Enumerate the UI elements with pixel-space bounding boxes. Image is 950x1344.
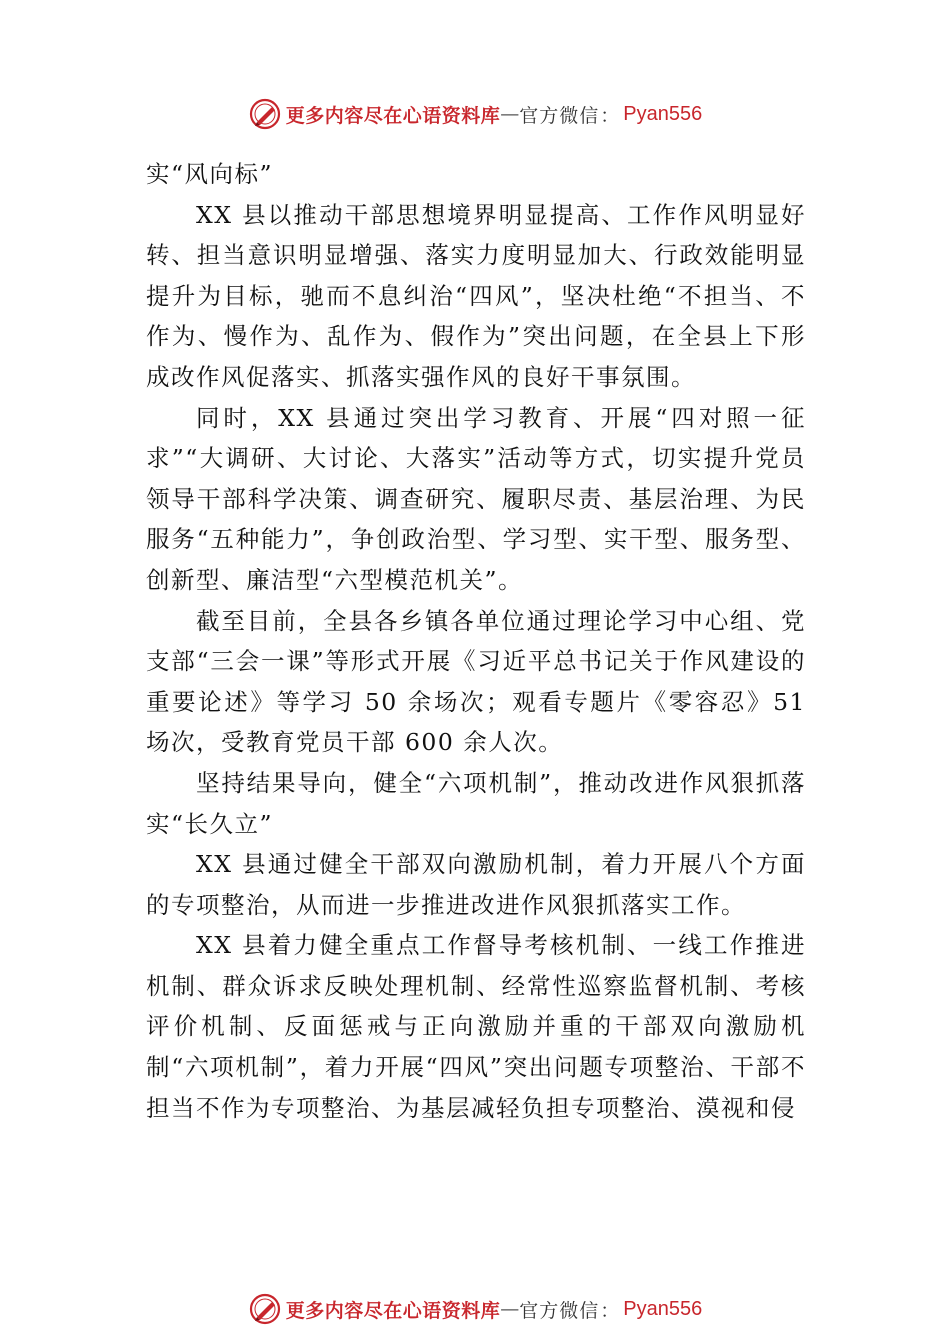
body-paragraph: XX 县通过健全干部双向激励机制，着力开展八个方面的专项整治，从而进一步推进改进作风狠抓落实工作。 — [146, 850, 806, 919]
body-paragraph: XX 县以推动干部思想境界明显提高、工作作风明显好转、担当意识明显增强、落实力度明显加大、行政效能明显提升为目标，驰而不息纠治“四风”，坚决杜绝“不担当、不作为、慢作为、乱作为、假作为”突出问题，在全县上下形成改作风促落实、抓落实强作风的良好干事氛围。 — [146, 200, 806, 391]
header-banner — [0, 94, 950, 134]
body-paragraph: 实“风向标” — [146, 160, 274, 188]
footer-wechat-account: Pyan556 — [623, 1297, 703, 1320]
header-colon: ： — [600, 104, 620, 127]
header-wechat-label: 官方微信 — [519, 104, 600, 127]
body-paragraph: XX 县着力健全重点工作督导考核机制、一线工作推进机制、群众诉求反映处理机制、经常性巡察监督机制、考核评价机制、反面惩戒与正向激励并重的干部双向激励机制“六项机制”，着力开展“四风”突出问题专项整治、干部不担当不作为专项整治、为基层减轻负担专项整治、漠视和侵 — [146, 931, 806, 1122]
footer-brand-text: 更多内容尽在心语资料库 — [285, 1299, 501, 1322]
footer-wechat-label: 官方微信 — [519, 1299, 600, 1322]
body-paragraph: 截至目前，全县各乡镇各单位通过理论学习中心组、党支部“三会一课”等形式开展《习近平总书记关于作风建设的重要论述》等学习 50 余场次；观看专题片《零容忍》51 场次，受教育党员干部 600 余人次。 — [146, 606, 806, 757]
footer-colon: ： — [600, 1299, 620, 1322]
pen-seal-icon — [248, 1292, 282, 1326]
document-body — [146, 154, 806, 1128]
header-separator: — — [500, 103, 520, 125]
header-wechat-account: Pyan556 — [623, 102, 703, 125]
body-paragraph: 同时，XX 县通过突出学习教育、开展“四对照一征求”“大调研、大讨论、大落实”活动等方式，切实提升党员领导干部科学决策、调查研究、履职尽责、基层治理、为民服务“五种能力”，争创政治型、学习型、实干型、服务型、创新型、廉洁型“六型模范机关”。 — [146, 403, 806, 594]
section-heading: 坚持结果导向，健全“六项机制”，推动改进作风狠抓落实“长久立” — [146, 768, 806, 838]
footer-banner — [0, 1289, 950, 1329]
pen-seal-icon — [248, 97, 282, 131]
footer-separator: — — [500, 1298, 520, 1320]
header-brand-text: 更多内容尽在心语资料库 — [285, 104, 501, 127]
